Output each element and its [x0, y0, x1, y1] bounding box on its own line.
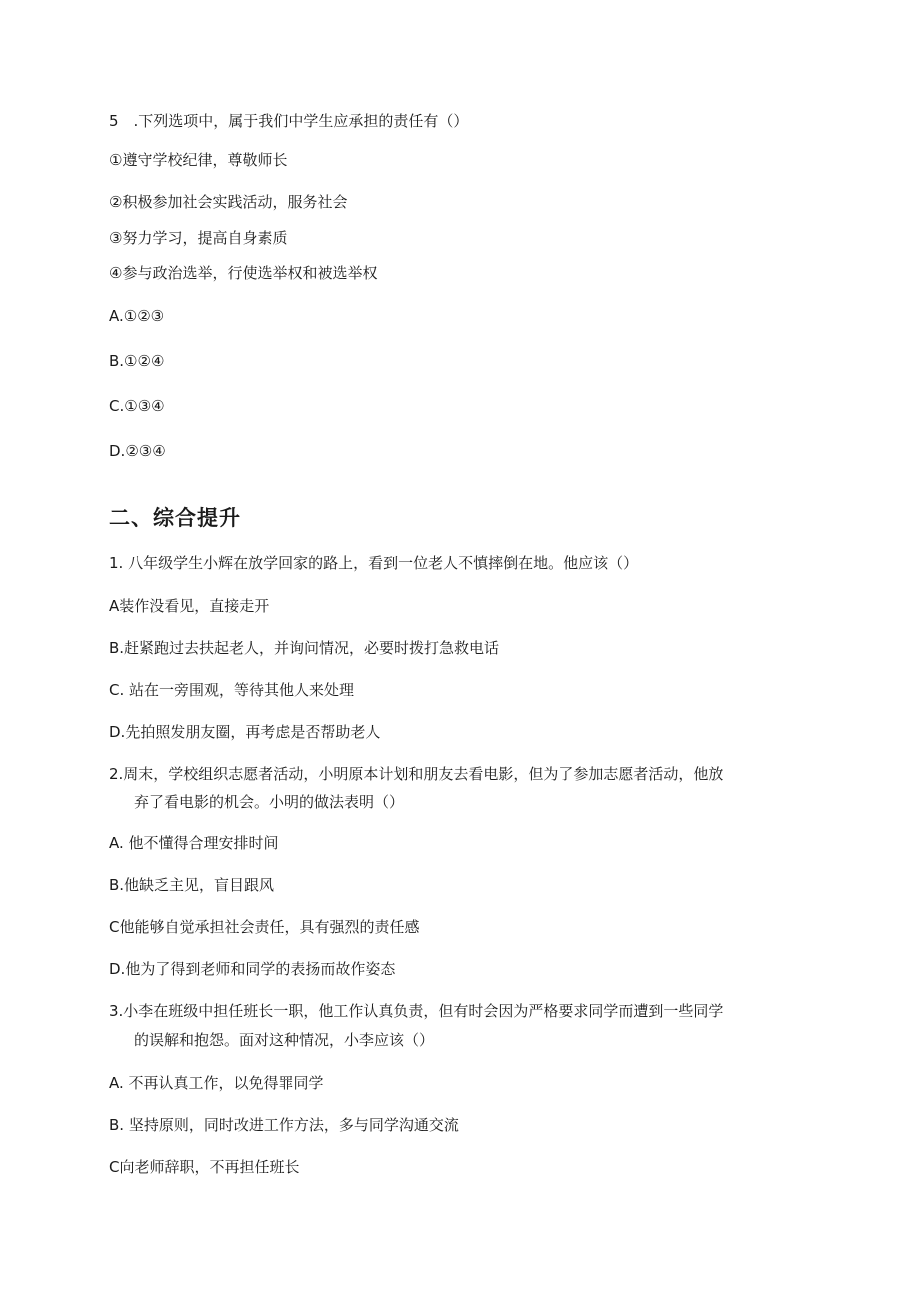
question-3-stem-line-1: 3.小李在班级中担任班长一职，他工作认真负责，但有时会因为严格要求同学而遭到一些同学 [109, 1002, 724, 1020]
question-5-item-2: ②积极参加社会实践活动，服务社会 [109, 193, 348, 211]
question-5-item-4: ④参与政治选举，行使选举权和被选举权 [109, 264, 378, 282]
question-2-stem-line-1: 2.周末，学校组织志愿者活动，小明原本计划和朋友去看电影，但为了参加志愿者活动，他放 [109, 765, 724, 783]
question-2-option-b: B.他缺乏主见，盲目跟风 [109, 876, 275, 894]
question-2-option-c: C他能够自觉承担社会责任，具有强烈的责任感 [109, 918, 420, 936]
question-3-option-a: A. 不再认真工作，以免得罪同学 [109, 1074, 324, 1092]
question-3-option-c: C向老师辞职，不再担任班长 [109, 1158, 300, 1176]
question-1-option-a: A装作没看见，直接走开 [109, 597, 270, 615]
question-5-option-c: C.①③④ [109, 397, 165, 415]
question-2-stem-line-2: 弃了看电影的机会。小明的做法表明（） [134, 793, 405, 811]
question-1-option-b: B.赶紧跑过去扶起老人，并询问情况，必要时拨打急救电话 [109, 639, 500, 657]
question-1-option-c: C. 站在一旁围观，等待其他人来处理 [109, 681, 355, 699]
question-2-option-d: D.他为了得到老师和同学的表扬而故作姿态 [109, 960, 396, 978]
question-5-option-a: A.①②③ [109, 307, 165, 325]
question-5-stem: 5 .下列选项中，属于我们中学生应承担的责任有（） [109, 112, 469, 130]
question-5-item-3: ③努力学习，提高自身素质 [109, 229, 288, 247]
question-5-option-b: B.①②④ [109, 352, 165, 370]
question-1-stem: 1. 八年级学生小辉在放学回家的路上，看到一位老人不慎摔倒在地。他应该（） [109, 554, 639, 572]
question-2-option-a: A. 他不懂得合理安排时间 [109, 834, 279, 852]
question-3-option-b: B. 坚持原则，同时改进工作方法，多与同学沟通交流 [109, 1116, 459, 1134]
question-3-stem-line-2: 的误解和抱怨。面对这种情况，小李应该（） [134, 1031, 435, 1049]
question-1-option-d: D.先拍照发朋友圈，再考虑是否帮助老人 [109, 723, 381, 741]
question-5-item-1: ①遵守学校纪律，尊敬师长 [109, 151, 288, 169]
section-heading: 二、综合提升 [109, 506, 241, 530]
question-5-option-d: D.②③④ [109, 442, 166, 460]
